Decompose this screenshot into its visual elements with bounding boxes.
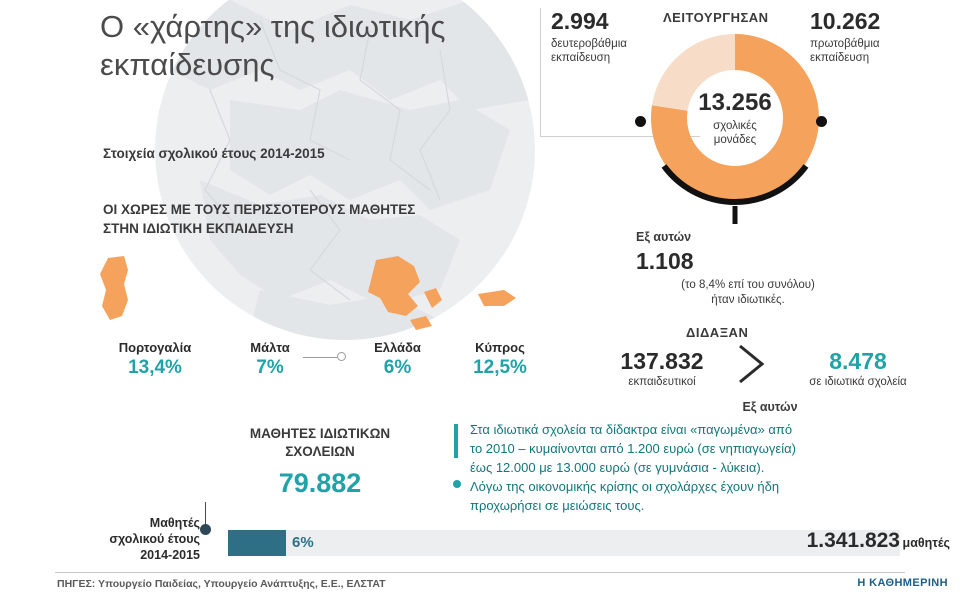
donut-connector-dot-right xyxy=(816,116,827,127)
teachers-total xyxy=(592,348,732,390)
country-portugal xyxy=(90,340,220,379)
brand-logo: Η ΚΑΘΗΜΕΡΙΝΗ xyxy=(857,577,948,589)
students-connector-dot xyxy=(200,524,211,535)
private-units-note: (το 8,4% επί του συνόλου) ήταν ιδιωτικές. xyxy=(681,279,815,306)
country-greece-value: 6% xyxy=(383,357,412,378)
teachers-caption: ΔΙΔΑΞΑΝ xyxy=(686,325,749,340)
teachers-private-label: σε ιδιωτικά σχολεία xyxy=(809,376,907,388)
country-portugal-label: Πορτογαλία xyxy=(118,340,192,355)
country-portugal-value: 13,4% xyxy=(128,357,182,378)
donut-secondary-label: 2.994 δευτεροβάθμια εκπαίδευση xyxy=(551,8,641,65)
students-heading: ΜΑΘΗΤΕΣ ΙΔΙΩΤΙΚΩΝ ΣΧΟΛΕΙΩΝ xyxy=(249,426,391,459)
bar-total-unit: μαθητές xyxy=(902,536,950,550)
chevron-right-icon xyxy=(736,344,770,386)
private-units-value: 1.108 xyxy=(636,248,694,274)
country-malta-label: Μάλτα xyxy=(250,340,290,355)
bar-track xyxy=(228,530,900,556)
bar-total-value: 1.341.823 xyxy=(806,529,900,552)
teachers-total-label: εκπαιδευτικοί xyxy=(628,376,696,388)
donut-caption: ΛΕΙΤΟΥΡΓΗΣΑΝ xyxy=(663,10,769,25)
teachers-private-value: 8.478 xyxy=(829,348,887,374)
bar-percent-label: 6% xyxy=(292,534,314,551)
donut-connector-dot-left xyxy=(635,116,646,127)
country-greece xyxy=(345,340,450,379)
bar-row-label: Μαθητές σχολικού έτους 2014-2015 xyxy=(109,516,200,562)
teachers-total-value: 137.832 xyxy=(620,348,704,374)
country-greece-label: Ελλάδα xyxy=(374,340,421,355)
country-malta-value: 7% xyxy=(256,357,284,378)
note-accent-bar xyxy=(454,424,458,458)
note-block: Στα ιδιωτικά σχολεία τα δίδακτρα είναι «παγωμένα» από το 2010 – κυμαίνονται από 1.200 ευρώ (σε νηπιαγωγεία) έως 12.000 με 13.000 ευρώ (σε γυμνάσια - λύκεια). Λόγω της οικονομικής κρίσης οι σχολάρχες έχουν ήδη προχωρήσει σε μειώσεις τους. xyxy=(470,420,900,515)
country-cyprus-label: Κύπρος xyxy=(475,340,525,355)
page-title: Ο «χάρτης» της ιδιωτικής εκπαίδευσης xyxy=(100,9,446,82)
country-cyprus xyxy=(450,340,550,379)
teachers-private xyxy=(768,348,948,390)
country-cyprus-value: 12,5% xyxy=(473,357,527,378)
country-malta xyxy=(225,340,315,379)
teachers-of-which: Εξ αυτών xyxy=(742,400,798,414)
donut-center-value: 13.256 xyxy=(698,89,772,116)
sources-text: ΠΗΓΕΣ: Υπουργείο Παιδείας, Υπουργείο Ανάπτυξης, Ε.Ε., ΕΛΣΤΑΤ xyxy=(57,578,386,590)
section-heading: ΟΙ ΧΩΡΕΣ ΜΕ ΤΟΥΣ ΠΕΡΙΣΣΟΤΕΡΟΥΣ ΜΑΘΗΤΕΣ ΣΤΗΝ ΙΔΙΩΤΙΚΗ ΕΚΠΑΙΔΕΥΣΗ xyxy=(103,202,416,236)
donut-primary-value: 10.262 xyxy=(810,8,881,34)
students-value: 79.882 xyxy=(278,468,362,498)
bar-fill-private-students xyxy=(228,530,286,556)
footer-divider xyxy=(55,572,905,573)
note-bullet-icon xyxy=(453,480,461,488)
private-units-of-which: Εξ αυτών xyxy=(636,230,692,244)
donut-primary-label: 10.262 πρωτοβάθμια εκπαίδευση xyxy=(810,8,950,65)
donut-secondary-value: 2.994 xyxy=(551,8,609,34)
donut-center-sublabel: σχολικές μονάδες xyxy=(713,120,757,146)
highlighted-countries-shapes xyxy=(80,250,560,350)
subtitle: Στοιχεία σχολικού έτους 2014-2015 xyxy=(103,146,325,161)
divider-vertical xyxy=(540,8,541,136)
